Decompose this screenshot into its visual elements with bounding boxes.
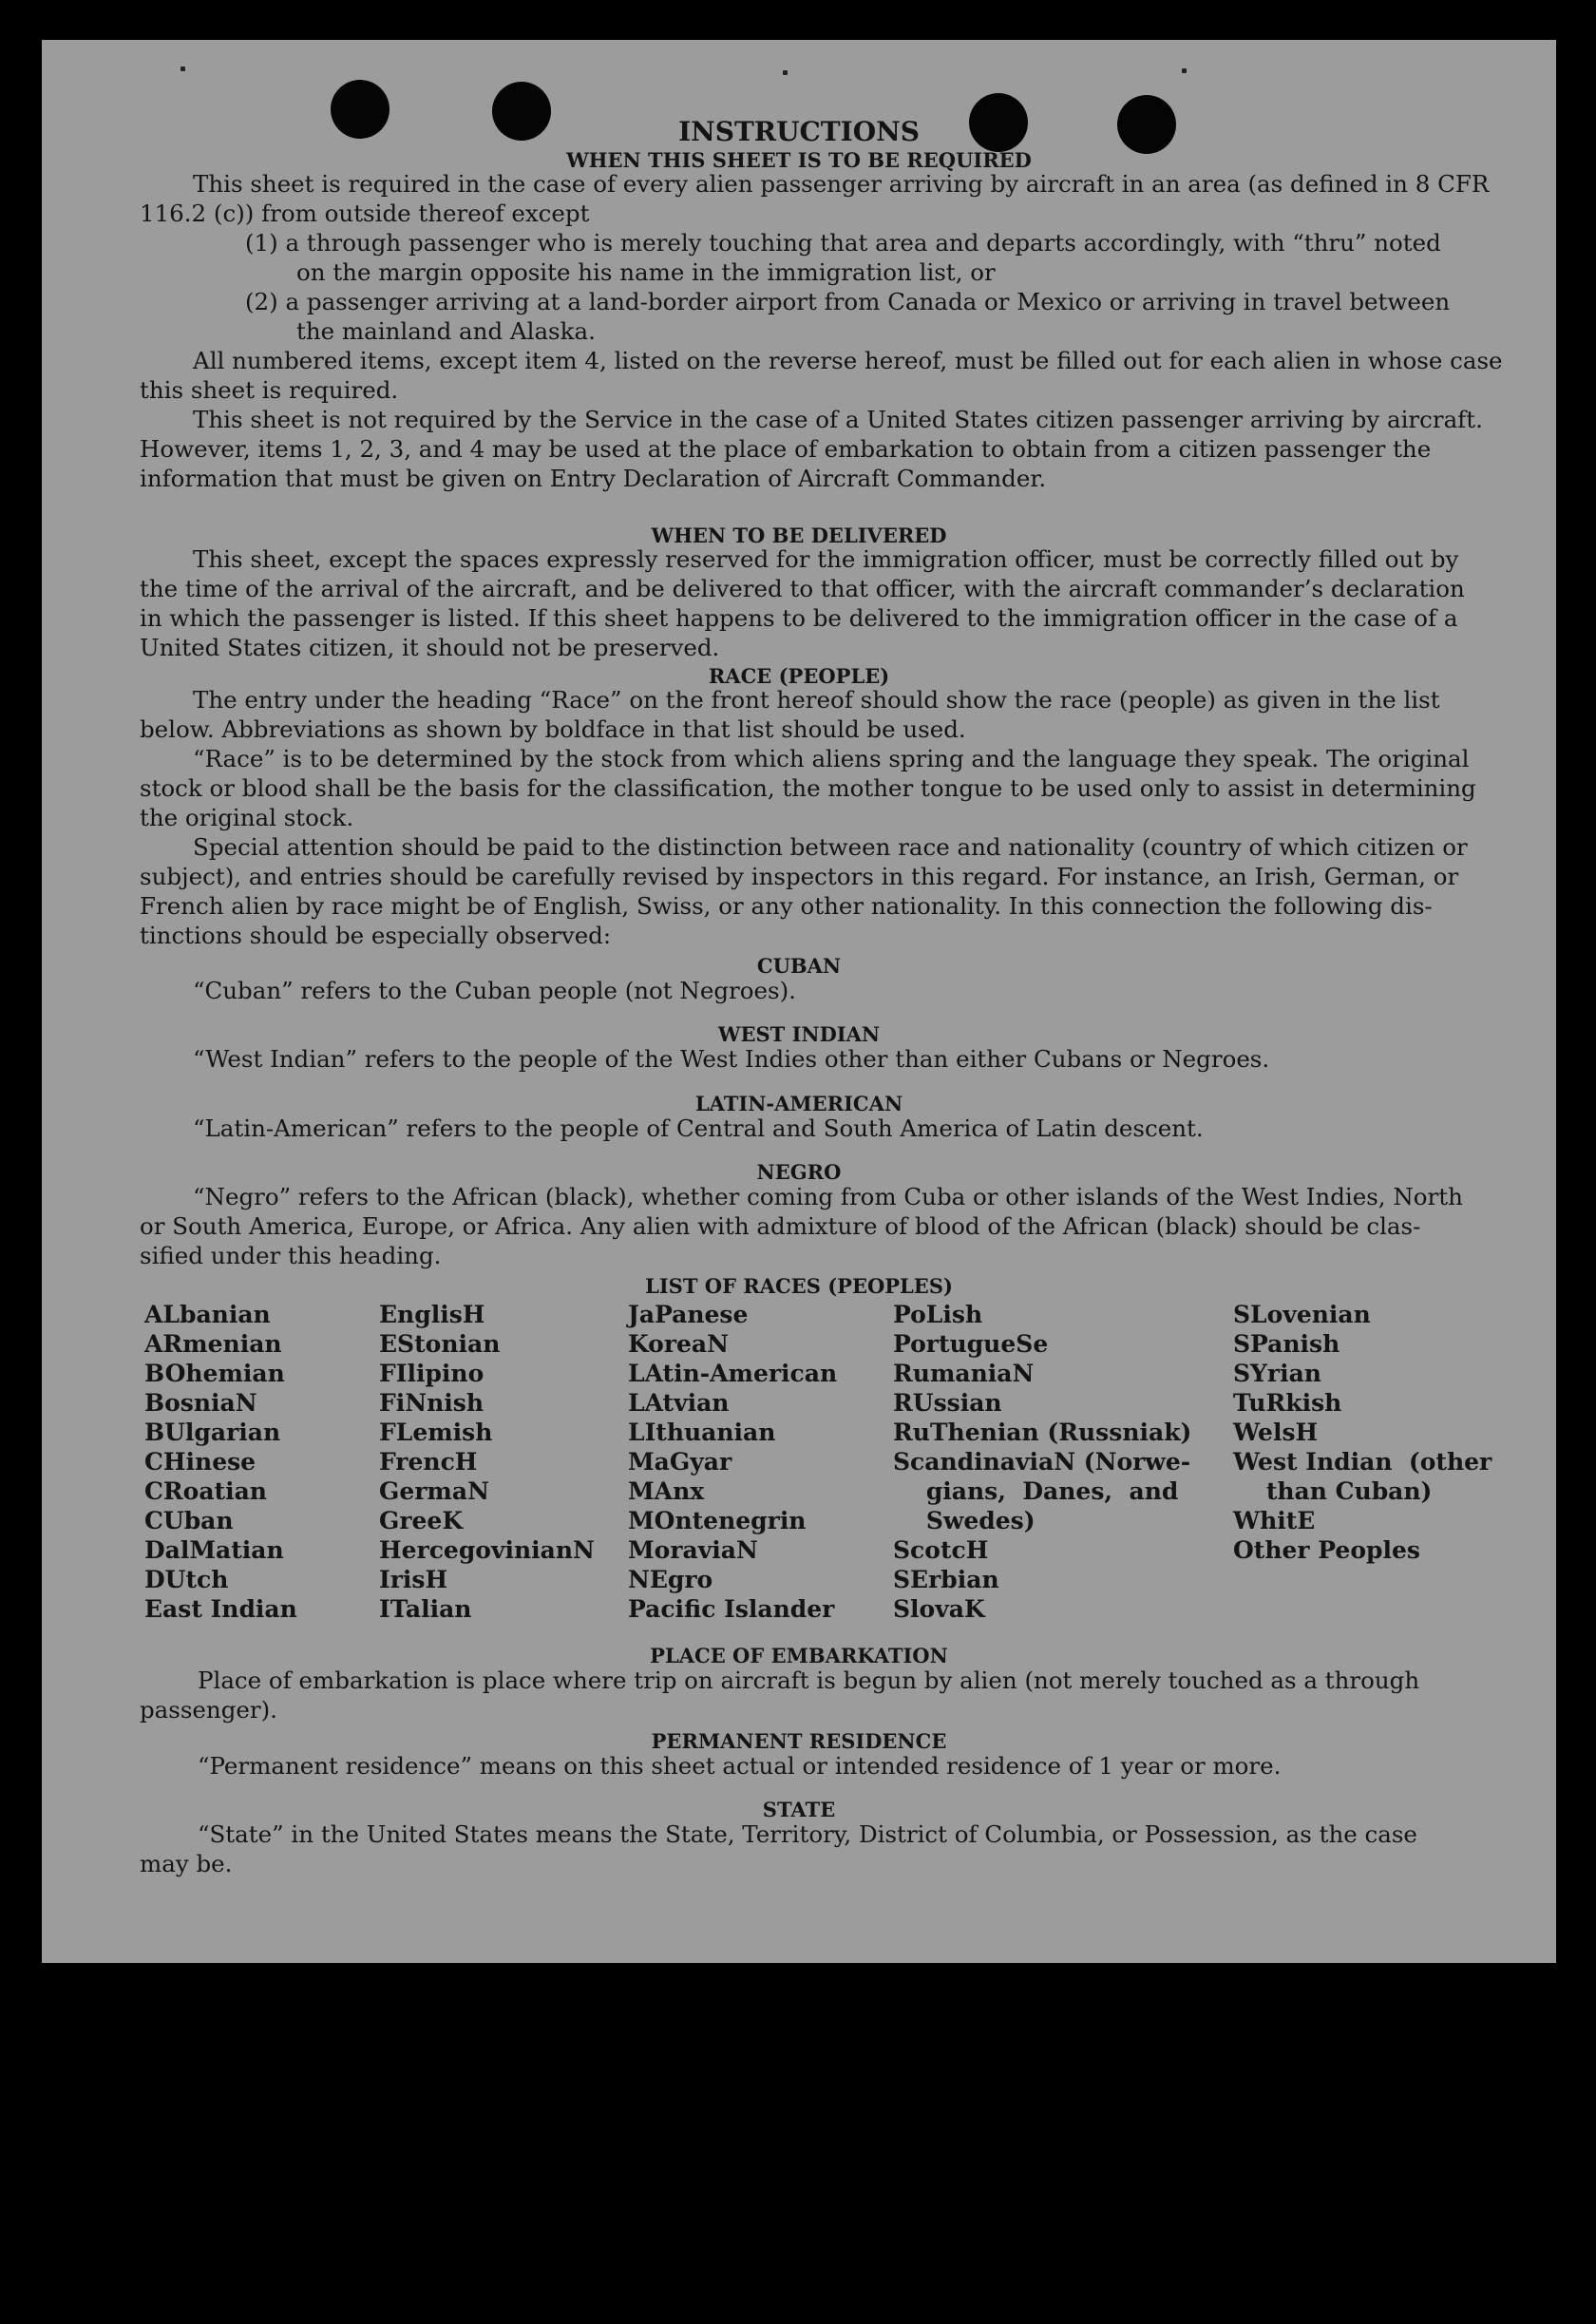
race-entry: NEgro xyxy=(628,1566,713,1593)
race-entry: KoreaN xyxy=(628,1330,729,1358)
section-heading: PERMANENT RESIDENCE xyxy=(651,1729,947,1753)
text-line: This sheet, except the spaces expressly reserved for the immigration officer, must be correctly filled out by xyxy=(193,545,1459,573)
race-entry: ITalian xyxy=(379,1595,472,1623)
race-entry: ALbanian xyxy=(144,1301,271,1328)
race-entry: CUban xyxy=(144,1507,234,1534)
text-line: However, items 1, 2, 3, and 4 may be used at the place of embarkation to obtain from a citizen passenger the xyxy=(140,435,1432,463)
document-sheet xyxy=(42,40,1556,1963)
text-line: (1) a through passenger who is merely touching that area and departs accordingly, with “thru” noted xyxy=(245,229,1441,257)
race-entry: FLemish xyxy=(379,1419,493,1446)
text-line: (2) a passenger arriving at a land-border airport from Canada or Mexico or arriving in travel between xyxy=(245,288,1451,315)
section-heading: LIST OF RACES (PEOPLES) xyxy=(645,1274,953,1298)
race-entry: gians, Danes, and xyxy=(893,1477,1179,1505)
text-line: The entry under the heading “Race” on the front hereof should show the race (people) as given in the list xyxy=(193,686,1440,714)
race-entry: EnglisH xyxy=(379,1301,485,1328)
race-entry: WelsH xyxy=(1233,1419,1319,1446)
race-entry: CRoatian xyxy=(144,1477,267,1505)
race-entry: JaPanese xyxy=(628,1301,749,1328)
paper-speck xyxy=(180,67,185,71)
race-entry: LIthuanian xyxy=(628,1419,776,1446)
race-entry: BUlgarian xyxy=(144,1419,281,1446)
text-line: or South America, Europe, or Africa. Any alien with admixture of blood of the African (black) should be clas- xyxy=(140,1212,1421,1240)
text-line: “State” in the United States means the State, Territory, District of Columbia, or Possession, as the case xyxy=(198,1820,1417,1848)
text-line: the original stock. xyxy=(140,804,354,831)
race-entry: FiNnish xyxy=(379,1389,484,1417)
text-line: This sheet is not required by the Service in the case of a United States citizen passenger arriving by aircraft. xyxy=(193,406,1483,433)
race-entry: HercegovinianN xyxy=(379,1536,595,1564)
text-line: Place of embarkation is place where trip on aircraft is begun by alien (not merely touched as a through xyxy=(198,1667,1420,1694)
section-heading: STATE xyxy=(762,1798,836,1821)
race-entry: RuThenian (Russniak) xyxy=(893,1419,1192,1446)
text-line: in which the passenger is listed. If this sheet happens to be delivered to the immigration officer in the case of a xyxy=(140,604,1458,632)
section-heading: WEST INDIAN xyxy=(717,1022,881,1046)
text-line: may be. xyxy=(140,1850,233,1877)
race-entry: GermaN xyxy=(379,1477,489,1505)
race-entry: SErbian xyxy=(893,1566,999,1593)
text-line: “Race” is to be determined by the stock from which aliens spring and the language they speak. The original xyxy=(193,745,1470,772)
text-line: “Cuban” refers to the Cuban people (not Negroes). xyxy=(193,977,796,1004)
text-line: French alien by race might be of English, Swiss, or any other nationality. In this connection the following dis- xyxy=(140,892,1433,920)
race-entry: SPanish xyxy=(1233,1330,1340,1358)
section-heading: CUBAN xyxy=(756,954,842,978)
text-line: the time of the arrival of the aircraft, and be delivered to that officer, with the aircraft commander’s declaration xyxy=(140,575,1465,602)
text-line: passenger). xyxy=(140,1696,277,1724)
race-entry: WhitE xyxy=(1233,1507,1316,1534)
race-entry: MaGyar xyxy=(628,1448,732,1476)
race-entry: DUtch xyxy=(144,1566,229,1593)
text-line: information that must be given on Entry Declaration of Aircraft Commander. xyxy=(140,465,1047,492)
race-entry: BOhemian xyxy=(144,1360,285,1387)
race-entry: MOntenegrin xyxy=(628,1507,807,1534)
document-title: INSTRUCTIONS xyxy=(678,116,920,147)
text-line: this sheet is required. xyxy=(140,376,399,404)
race-entry: Other Peoples xyxy=(1233,1536,1420,1564)
paper-speck xyxy=(783,70,788,75)
text-line: “Latin-American” refers to the people of Central and South America of Latin descent. xyxy=(193,1114,1204,1142)
race-entry: ScandinaviaN (Norwe- xyxy=(893,1448,1191,1476)
race-entry: IrisH xyxy=(379,1566,448,1593)
text-line: Special attention should be paid to the distinction between race and nationality (country of which citizen or xyxy=(193,833,1468,861)
text-line: the mainland and Alaska. xyxy=(296,317,596,345)
race-entry: LAtvian xyxy=(628,1389,730,1417)
text-line: tinctions should be especially observed: xyxy=(140,922,612,949)
race-entry: FrencH xyxy=(379,1448,478,1476)
paper-speck xyxy=(1182,68,1187,73)
race-entry: GreeK xyxy=(379,1507,464,1534)
text-line: United States citizen, it should not be preserved. xyxy=(140,634,720,661)
text-line: “Permanent residence” means on this sheet actual or intended residence of 1 year or more. xyxy=(198,1752,1282,1780)
race-entry: SYrian xyxy=(1233,1360,1321,1387)
race-entry: PoLish xyxy=(893,1301,983,1328)
race-entry: BosniaN xyxy=(144,1389,257,1417)
race-entry: RUssian xyxy=(893,1389,1002,1417)
race-entry: DalMatian xyxy=(144,1536,284,1564)
section-heading: PLACE OF EMBARKATION xyxy=(650,1644,948,1667)
section-heading: LATIN-AMERICAN xyxy=(694,1092,903,1115)
text-line: stock or blood shall be the basis for the classification, the mother tongue to be used only to assist in determining xyxy=(140,774,1476,802)
race-entry: SLovenian xyxy=(1233,1301,1371,1328)
section-heading: NEGRO xyxy=(756,1160,842,1184)
race-entry: ScotcH xyxy=(893,1536,989,1564)
race-entry: than Cuban) xyxy=(1233,1477,1433,1505)
race-entry: Pacific Islander xyxy=(628,1595,835,1623)
race-entry: PortugueSe xyxy=(893,1330,1049,1358)
section-heading: WHEN TO BE DELIVERED xyxy=(651,524,947,547)
text-line: sified under this heading. xyxy=(140,1242,442,1269)
race-entry: EStonian xyxy=(379,1330,501,1358)
race-entry: MAnx xyxy=(628,1477,705,1505)
race-entry: MoraviaN xyxy=(628,1536,758,1564)
race-entry: FIlipino xyxy=(379,1360,484,1387)
text-line: 116.2 (c)) from outside thereof except xyxy=(140,200,590,227)
text-line: “Negro” refers to the African (black), whether coming from Cuba or other islands of the West Indies, North xyxy=(193,1183,1463,1210)
race-entry: Swedes) xyxy=(893,1507,1036,1534)
race-entry: RumaniaN xyxy=(893,1360,1035,1387)
text-line: All numbered items, except item 4, listed on the reverse hereof, must be filled out for each alien in whose case xyxy=(193,347,1503,374)
race-entry: LAtin-American xyxy=(628,1360,838,1387)
text-line: on the margin opposite his name in the immigration list, or xyxy=(296,258,996,286)
race-entry: TuRkish xyxy=(1233,1389,1342,1417)
race-entry: West Indian (other xyxy=(1233,1448,1492,1476)
race-entry: East Indian xyxy=(144,1595,297,1623)
text-line: below. Abbreviations as shown by boldface in that list should be used. xyxy=(140,715,966,743)
text-line: This sheet is required in the case of every alien passenger arriving by aircraft in an area (as defined in 8 CFR xyxy=(193,170,1490,198)
section-heading: RACE (PEOPLE) xyxy=(708,664,890,688)
race-entry: CHinese xyxy=(144,1448,256,1476)
race-entry: SlovaK xyxy=(893,1595,985,1623)
text-line: “West Indian” refers to the people of the West Indies other than either Cubans or Negroes. xyxy=(193,1045,1270,1073)
section-heading: WHEN THIS SHEET IS TO BE REQUIRED xyxy=(566,148,1032,172)
race-entry: ARmenian xyxy=(144,1330,282,1358)
text-line: subject), and entries should be carefully revised by inspectors in this regard. For instance, an Irish, German, or xyxy=(140,863,1459,890)
